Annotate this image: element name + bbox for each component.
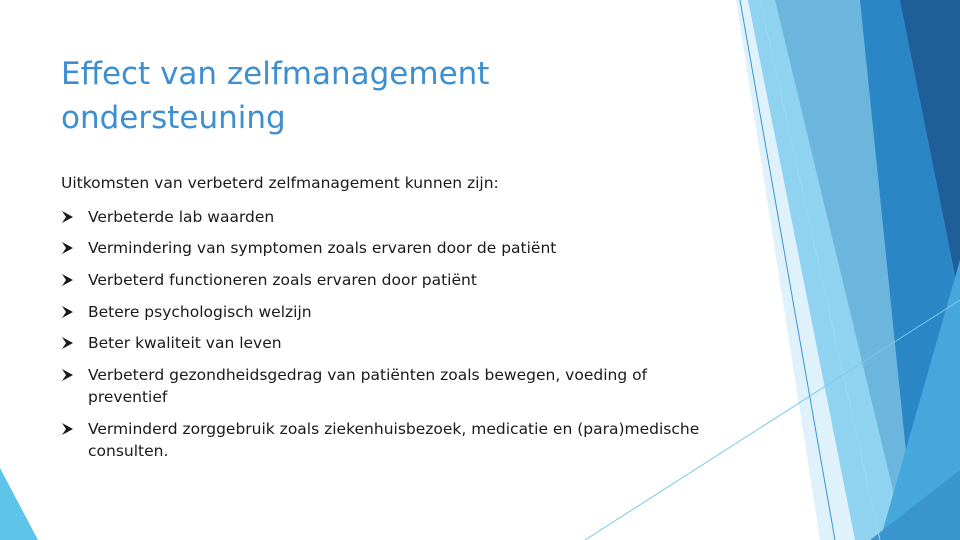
list-item-text: Verbeterde lab waarden (88, 208, 275, 226)
list-item (61, 364, 701, 408)
list-item (61, 332, 741, 354)
left-accent-triangle (0, 468, 38, 540)
list-item (61, 301, 741, 323)
slide-title (61, 52, 681, 140)
list-item-text: Beter kwaliteit van leven (88, 334, 282, 352)
list-item-text: Verminderd zorggebruik zoals ziekenhuisbezoek, medicatie en (para)medische consulten. (88, 420, 700, 460)
list-item-text: Betere psychologisch welzijn (88, 303, 312, 321)
list-item (61, 269, 741, 291)
arrowhead-bullet-icon (61, 368, 74, 382)
list-item-text: Verbeterd functioneren zoals ervaren door patiënt (88, 271, 477, 289)
list-item-text: Vermindering van symptomen zoals ervaren door de patiënt (88, 239, 557, 257)
arrowhead-bullet-icon (61, 422, 74, 436)
arrowhead-bullet-icon (61, 241, 74, 255)
list-item (61, 418, 741, 462)
arrowhead-bullet-icon (61, 336, 74, 350)
intro-text: Uitkomsten van verbeterd zelfmanagement kunnen zijn: (61, 174, 499, 192)
arrowhead-bullet-icon (61, 273, 74, 287)
slide-title-line-1: Effect van zelfmanagement (61, 56, 490, 92)
slide-title-line-2: ondersteuning (61, 100, 286, 136)
list-item (61, 237, 741, 259)
list-item-text: Verbeterd gezondheidsgedrag van patiënten zoals bewegen, voeding of preventief (88, 366, 648, 406)
arrowhead-bullet-icon (61, 210, 74, 224)
list-item (61, 206, 741, 228)
arrowhead-bullet-icon (61, 305, 74, 319)
